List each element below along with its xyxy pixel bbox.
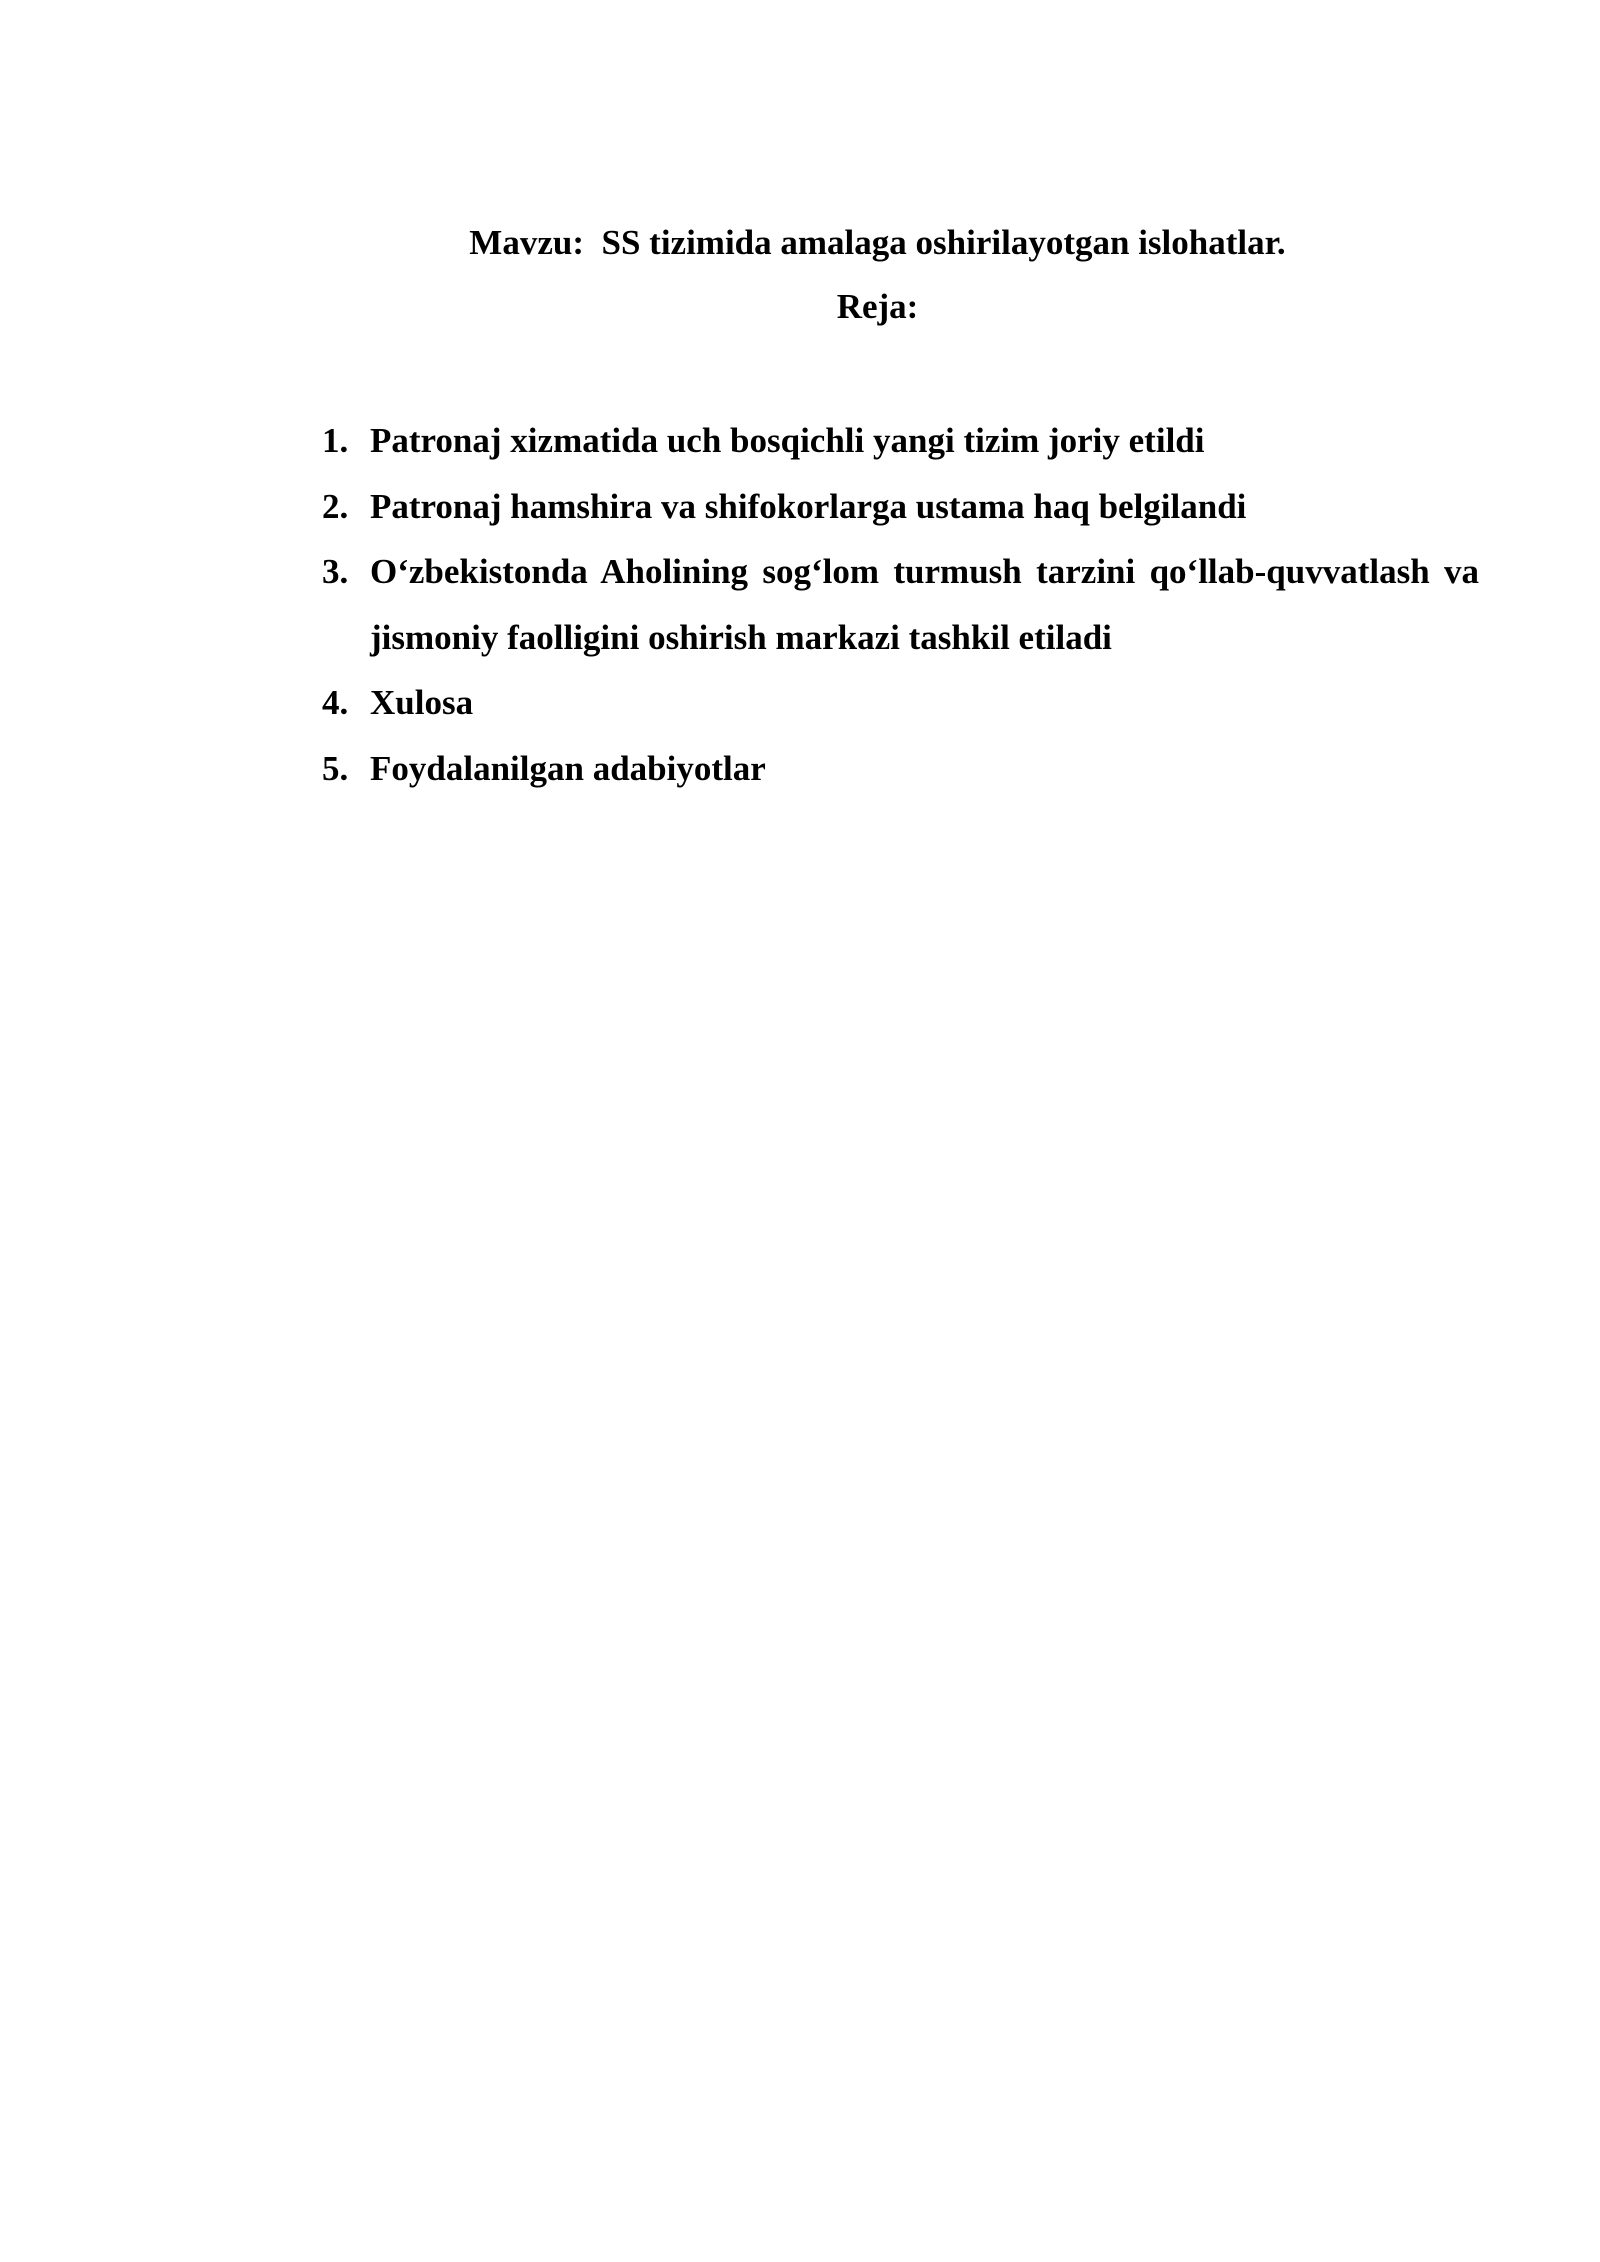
plan-item (316, 670, 1479, 736)
plan-item-number: 4. (322, 683, 349, 722)
plan-item-text: Patronaj xizmatida uch bosqichli yangi tizim joriy etildi (370, 421, 1205, 460)
plan-item-number: 5. (322, 748, 349, 788)
plan-item-number: 1. (322, 421, 349, 460)
plan-item-text: Foydalanilgan adabiyotlar (370, 748, 766, 788)
plan-heading: Reja: (836, 287, 919, 326)
plan-item-number: 3. (322, 552, 349, 591)
plan-item (316, 736, 1479, 802)
plan-item-text: Xulosa (370, 683, 474, 722)
plan-item-text: Patronaj hamshira va shifokorlarga ustama haq belgilandi (370, 486, 1247, 526)
page-title: Mavzu: SS tizimida amalaga oshirilayotgan islohatlar. (469, 223, 1286, 262)
plan-item-text: O‘zbekistonda Aholining sog‘lom turmush tarzini qo‘llab-quvvatlash va jismoniy faolligini oshirish markazi tashkil etiladi (370, 552, 1479, 657)
plan-list (316, 408, 1479, 801)
plan-item-number: 2. (322, 486, 349, 526)
plan-item (316, 539, 1479, 670)
plan-item (316, 474, 1479, 540)
plan-item (316, 408, 1479, 474)
